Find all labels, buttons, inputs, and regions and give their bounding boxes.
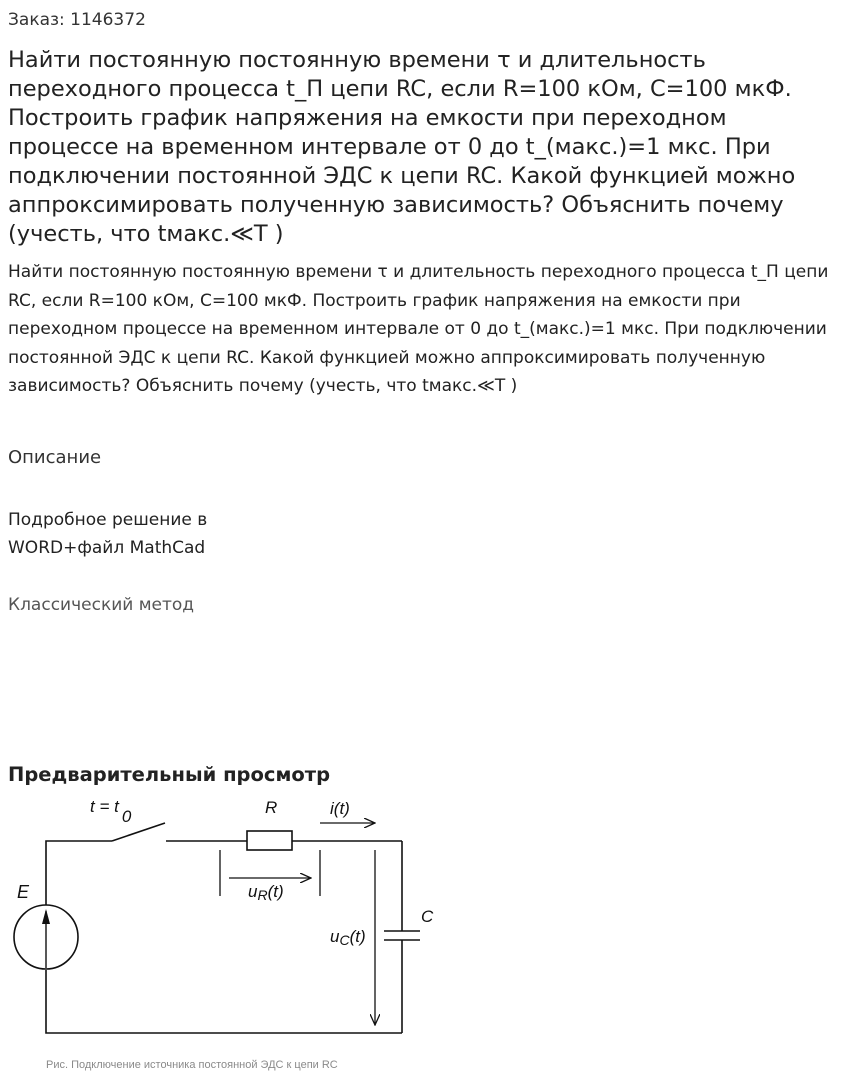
- description-line-2: WORD+файл MathCad: [8, 538, 206, 558]
- capacitor-label: C: [421, 907, 434, 926]
- circuit-diagram: [0, 790, 450, 1080]
- uc-label: uC(t): [330, 927, 366, 948]
- order-number: Заказ: 1146372: [8, 10, 146, 30]
- preview-heading: Предварительный просмотр: [8, 763, 331, 786]
- ur-label: uR(t): [248, 882, 284, 903]
- circuit-svg: [0, 790, 450, 1080]
- description-heading: Описание: [8, 447, 102, 468]
- resistor: [247, 831, 292, 850]
- diagram-caption: Рис. Подключение источника постоянной ЭДС к цепи RC: [46, 1059, 338, 1071]
- current-label: i(t): [330, 799, 350, 818]
- resistor-label: R: [265, 798, 278, 817]
- task-text: Найти постоянную постоянную времени τ и длительность переходного процесса t_П цепи RC, если R=100 кОм, C=100 мкФ. Построить график напряжения на емкости при переходном процессе на временном интервале от 0 до t_(макс.)=1 мкс. При подключении постоянной ЭДС к цепи RC. Какой функцией можно аппроксимировать полученную зависимость? Объяснить почему (учесть, что tмакс.≪T ): [8, 262, 829, 397]
- page-title: Найти постоянную постоянную времени τ и длительность переходного процесса t_П цепи RC, если R=100 кОм, C=100 мкФ. Построить график напряжения на емкости при переходном процессе на временном интервале от 0 до t_(макс.)=1 мкс. При подключении постоянной ЭДС к цепи RC. Какой функцией можно аппроксимировать полученную зависимость? Объяснить почему (учесть, что tмакс.≪T ): [8, 47, 796, 247]
- description-method: Классический метод: [8, 595, 195, 615]
- source-label: E: [17, 882, 30, 902]
- switch-blade: [112, 823, 165, 841]
- wire-bottom: [46, 970, 402, 1033]
- switch-label: t = t0: [90, 797, 132, 826]
- wire-left-top: [46, 841, 112, 905]
- description-line-1: Подробное решение в: [8, 510, 208, 530]
